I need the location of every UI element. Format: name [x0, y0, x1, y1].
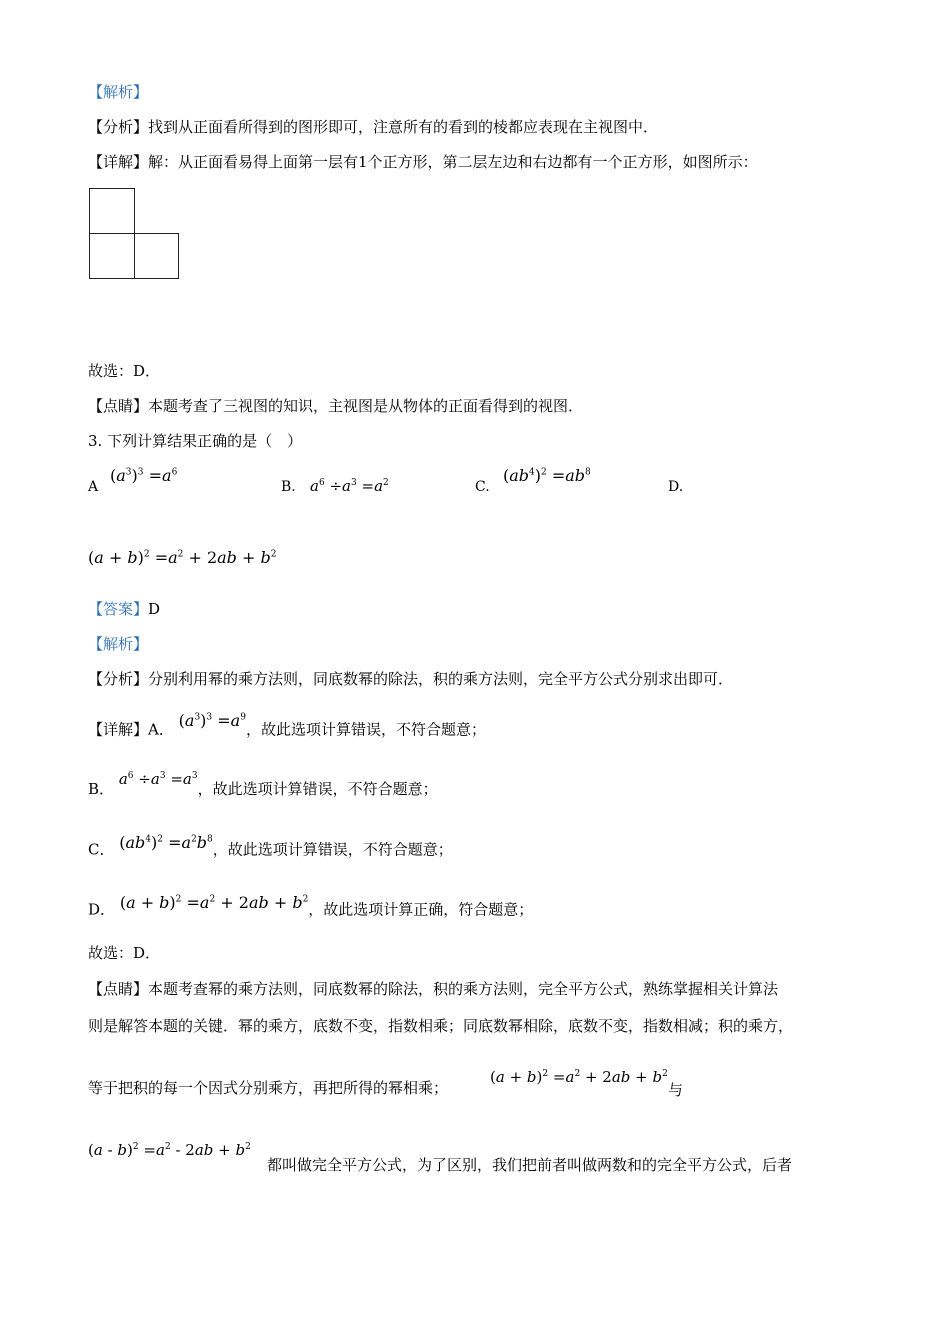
detail-d-line	[88, 893, 534, 919]
option-a-label: A	[88, 479, 99, 495]
detail-paragraph	[88, 152, 758, 172]
detail-d-suffix: ，故此选项计算正确，符合题意；	[308, 900, 534, 919]
detail-a-prefix: A．	[148, 720, 174, 739]
square-top	[89, 188, 135, 234]
fenxi-label: 【分析】	[88, 118, 149, 136]
detail-a-suffix: ，故此选项计算错误，不符合题意；	[245, 720, 486, 739]
fenxi-text-2: 分别利用幂的乘方法则，同底数幂的除法，积的乘方法则，完全平方公式分别求出即可．	[148, 670, 734, 688]
xiangjie-label: 【详解】	[88, 153, 149, 171]
dianjing-label: 【点睛】	[88, 397, 149, 415]
fenxi-label-2: 【分析】	[88, 670, 149, 688]
option-c-label: C.	[475, 479, 490, 495]
xiangjie-text: 解：从正面看易得上面第一层有1个正方形，第二层左边和右边都有一个正方形，如图所示：	[148, 153, 758, 171]
detail-c-prefix: C．	[88, 840, 115, 859]
detail-d-prefix: D．	[88, 900, 116, 919]
dianjing-label-2: 【点睛】	[88, 980, 149, 998]
comment-paragraph-2-line2: 则是解答本题的关键．幂的乘方，底数不变，指数相乘；同底数幂相除，底数不变，指数相减；积的乘方，	[88, 1017, 794, 1035]
comment-paragraph	[88, 396, 583, 416]
formula-diff-square: $(a - b)^2 =a^2 - 2ab + b^2$	[88, 1141, 251, 1159]
analysis-tag: 【解析】	[88, 83, 149, 101]
option-d-label: D.	[668, 479, 684, 495]
detail-b-prefix: B．	[88, 780, 115, 798]
choice-line-2: 故选：D．	[88, 944, 161, 962]
detail-c-suffix: ，故此选项计算错误，不符合题意；	[212, 840, 453, 859]
option-a-formula: $(a^3)^3 =a^6$	[110, 466, 178, 485]
analysis-paragraph-2	[88, 669, 733, 689]
analysis-paragraph	[88, 117, 658, 137]
option-c-formula: $(ab^4)^2 =ab^8$	[503, 466, 591, 485]
option-b-label: B.	[281, 479, 296, 495]
dianjing-text-2-line1: 本题考查幂的乘方法则，同底数幂的除法，积的乘方法则，完全平方公式，熟练掌握相关计算法	[148, 980, 779, 998]
comment-paragraph-2-line1	[88, 979, 778, 999]
detail-b-formula: $a^6 \div a^3 =a^3$	[118, 770, 198, 788]
analysis-tag-2: 【解析】	[88, 635, 149, 653]
detail-c-line	[88, 833, 453, 859]
question-title: 3. 下列计算结果正确的是（ ）	[88, 432, 303, 450]
fenxi-text: 找到从正面看所得到的图形即可，注意所有的看到的棱都应表现在主视图中．	[148, 118, 659, 136]
detail-c-formula: $(ab^4)^2 =a^2b^8$	[119, 833, 213, 853]
xiangjie-label-2: 【详解】	[88, 720, 149, 739]
option-b-formula: $a^6 \div a^3 =a^2$	[310, 477, 389, 495]
comment-paragraph-2-line3: 等于把积的每一个因式分别乘方，再把所得的幂相乘；	[88, 1079, 449, 1097]
detail-a-line	[88, 711, 486, 739]
comment-paragraph-2-line4: 都叫做完全平方公式，为了区别，我们把前者叫做两数和的完全平方公式，后者	[267, 1156, 793, 1174]
square-bottom-left	[89, 233, 135, 279]
connector-text: 与	[668, 1081, 684, 1099]
answer-value: D	[148, 600, 161, 618]
option-d-formula: $(a + b)^2 =a^2 + 2ab + b^2$	[88, 548, 277, 567]
choice-line: 故选：D．	[88, 362, 161, 380]
answer-line	[88, 599, 160, 619]
detail-a-formula: $(a^3)^3 =a^9$	[178, 711, 246, 731]
answer-label: 【答案】	[88, 600, 149, 618]
square-bottom-right	[134, 233, 179, 279]
formula-sum-square: $(a + b)^2 =a^2 + 2ab + b^2$	[490, 1068, 668, 1086]
detail-d-formula: $(a + b)^2 =a^2 + 2ab + b^2$	[119, 893, 309, 913]
detail-b-suffix: ，故此选项计算错误，不符合题意；	[197, 780, 438, 798]
detail-b-line	[88, 770, 438, 799]
dianjing-text: 本题考查了三视图的知识，主视图是从物体的正面看得到的视图．	[148, 397, 584, 415]
